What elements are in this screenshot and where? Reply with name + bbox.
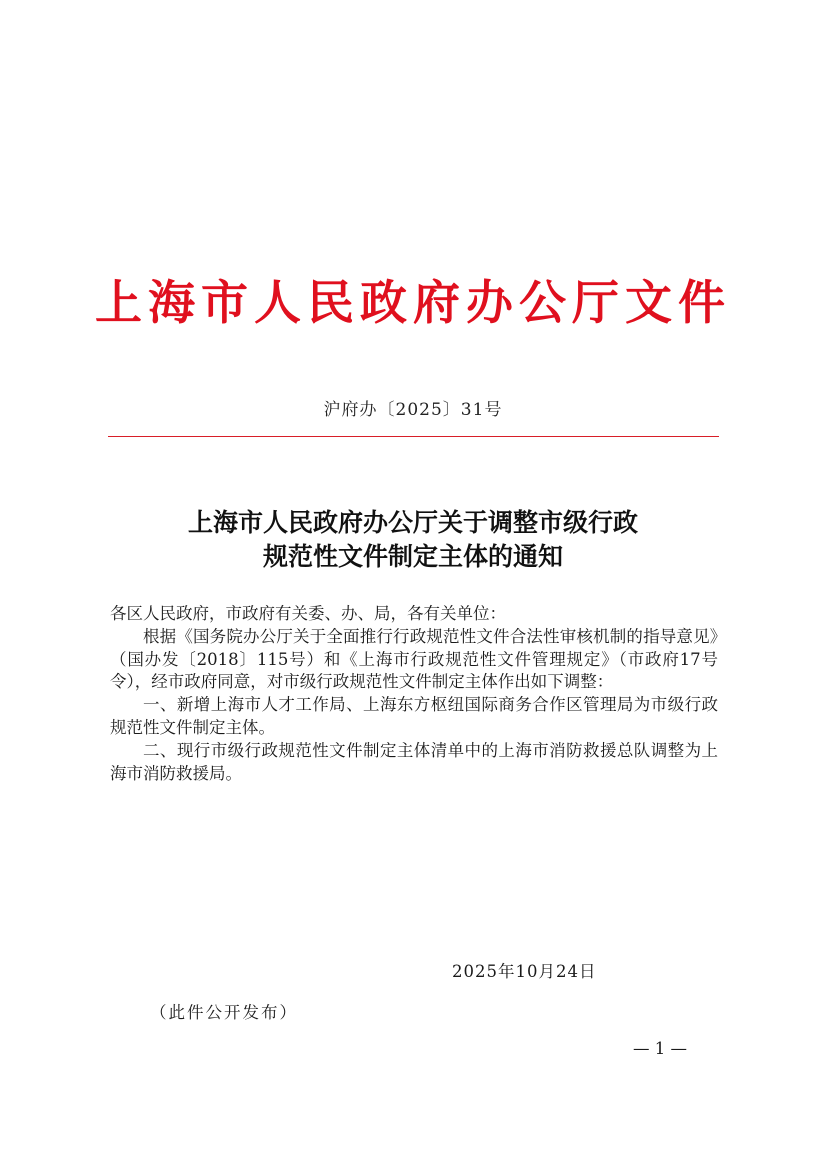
document-body <box>110 603 718 785</box>
page-number: — 1 — <box>633 1039 687 1058</box>
document-title <box>0 506 826 574</box>
publication-note: （此件公开发布） <box>150 1003 298 1022</box>
issue-date: 2025年10月24日 <box>452 962 597 981</box>
document-title-line-2: 规范性文件制定主体的通知 <box>262 542 563 571</box>
body-paragraph: 一、新增上海市人才工作局、上海东方枢纽国际商务合作区管理局为市级行政规范性文件制定主体。 <box>110 695 718 737</box>
salutation: 各区人民政府，市政府有关委、办、局，各有关单位： <box>110 604 506 623</box>
document-header-title: 上海市人民政府办公厅文件 <box>95 276 731 331</box>
document-number: 沪府办〔2025〕31号 <box>323 400 503 420</box>
header-divider <box>108 436 719 437</box>
body-paragraph: 二、现行市级行政规范性文件制定主体清单中的上海市消防救援总队调整为上海市消防救援局。 <box>110 740 718 783</box>
body-paragraph: 根据《国务院办公厅关于全面推行行政规范性文件合法性审核机制的指导意见》（国办发〔2018〕115号）和《上海市行政规范性文件管理规定》（市政府17号令），经市政府同意，对市级行政规范性文件制定主体作出如下调整： <box>110 626 718 692</box>
document-title-line-1: 上海市人民政府办公厅关于调整市级行政 <box>187 508 638 537</box>
